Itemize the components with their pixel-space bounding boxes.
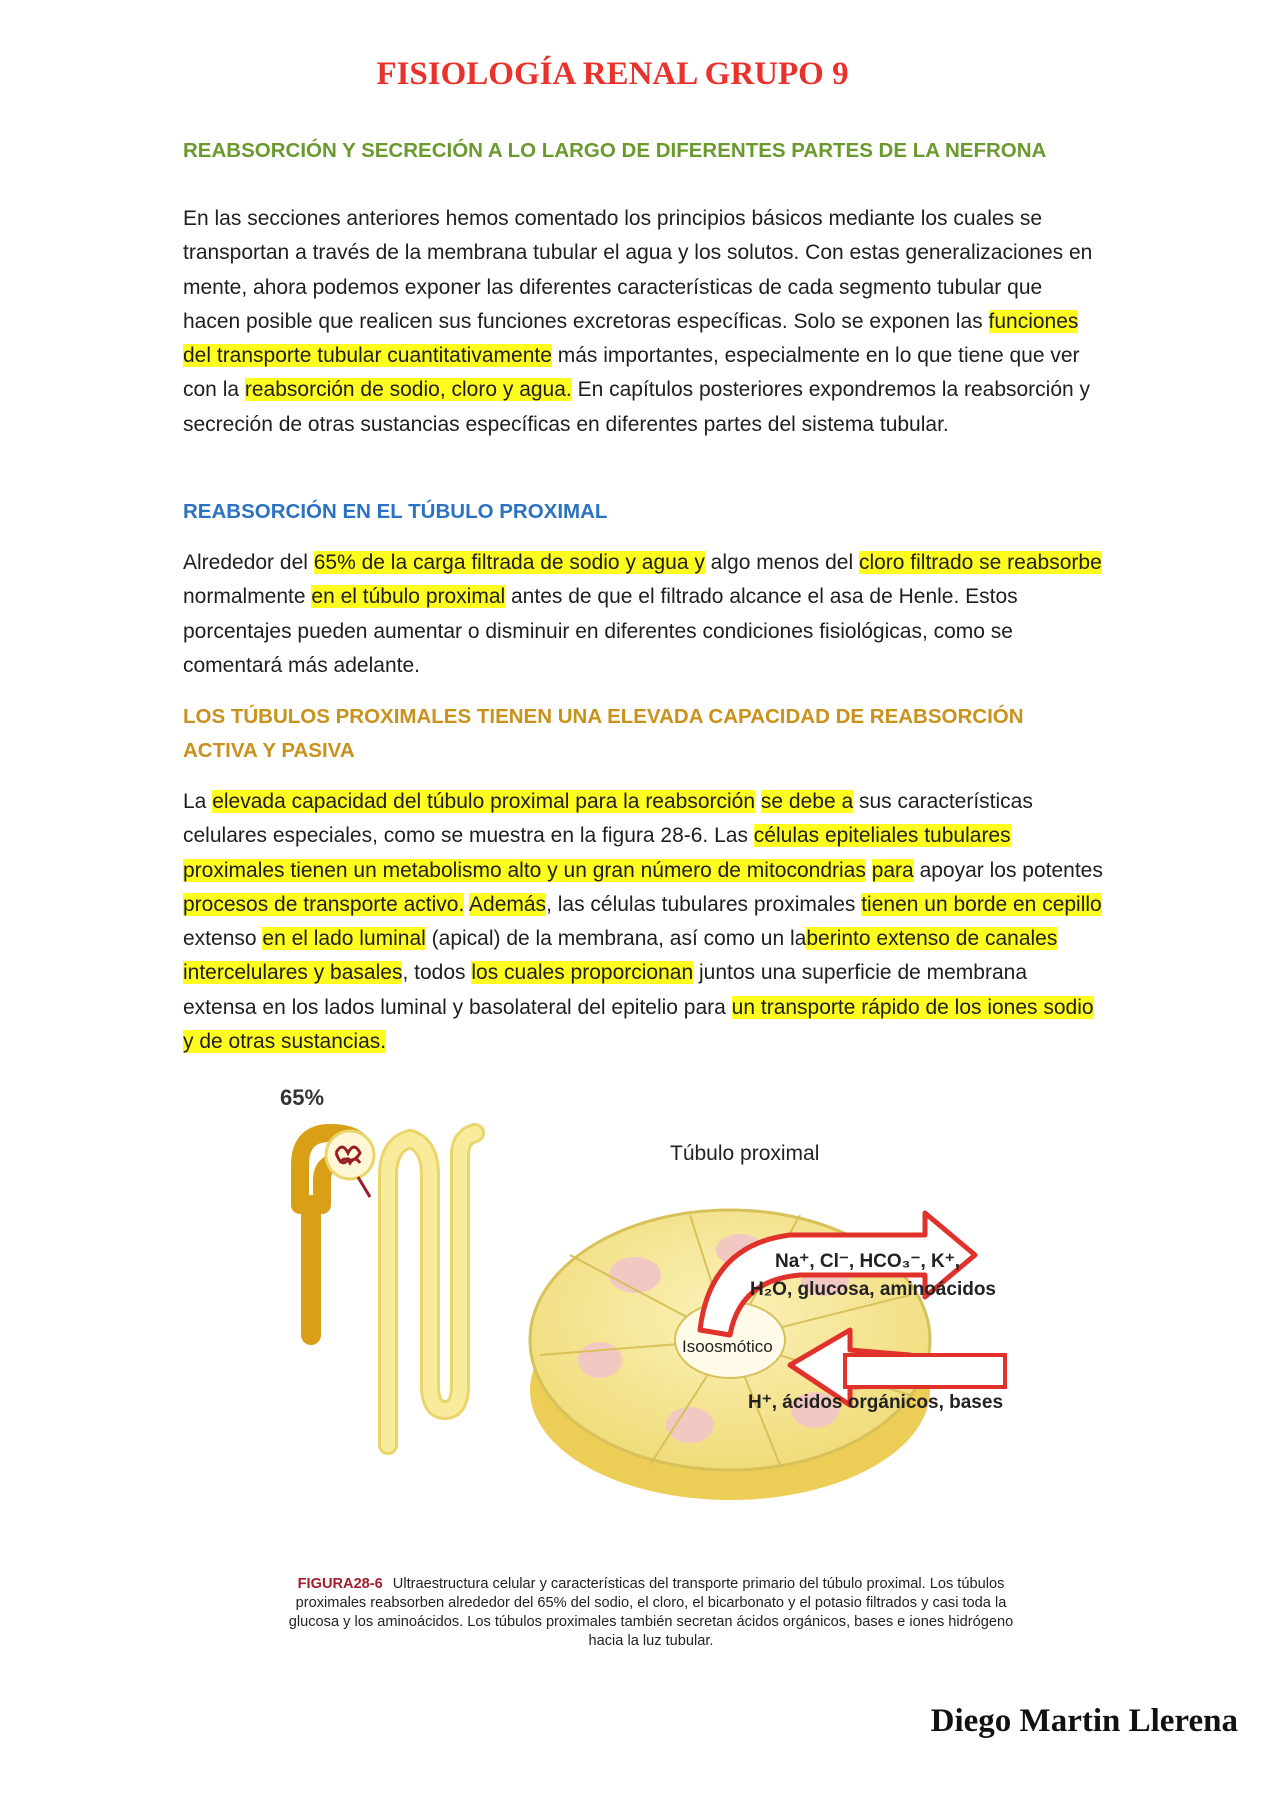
highlighted-text: funciones del transporte tubular cuantitativamente xyxy=(183,309,1079,368)
text-run: algo menos del xyxy=(704,551,859,574)
intro-paragraph xyxy=(183,202,1103,442)
highlighted-text: en el lado luminal xyxy=(262,927,426,951)
highlighted-text: Además xyxy=(469,892,547,916)
text-run: apoyar los potentes xyxy=(913,858,1103,882)
figure-caption xyxy=(270,1575,1032,1651)
isoosmotic-label: Isoosmótico xyxy=(682,1337,773,1356)
reabsorbed-substances-line1: Na⁺, Cl⁻, HCO₃⁻, K⁺, xyxy=(775,1251,961,1272)
text-run: (apical) de la membrana, así como un la xyxy=(425,927,807,951)
segment-label: Túbulo proximal xyxy=(670,1142,820,1165)
percent-label: 65% xyxy=(280,1085,325,1110)
text-run: antes de que el filtrado alcance el asa de Henle. Estos porcentajes pueden aumentar o disminuir en diferentes condiciones fisiológicas, como se comentará más adelante. xyxy=(183,585,1018,677)
text-run: , todos xyxy=(402,961,472,985)
proximal-paragraph xyxy=(183,546,1103,683)
text-run: normalmente xyxy=(183,585,312,609)
author-name: Diego Martin Llerena xyxy=(930,1703,1238,1739)
secreted-substances: H⁺, ácidos orgánicos, bases xyxy=(748,1392,1004,1413)
bowman-capsule xyxy=(326,1131,374,1179)
text-run: En capítulos posteriores expondremos la reabsorción y secreción de otras sustancias específicas en diferentes partes del sistema tubular. xyxy=(183,378,1091,436)
highlighted-text: 65% de la carga filtrada de sodio y agua y xyxy=(313,551,705,574)
highlighted-text: en el túbulo proximal xyxy=(311,585,506,609)
highlighted-text: cloro filtrado se reabsorbe xyxy=(858,551,1102,574)
text-run: más importantes, especialmente en lo que tiene que ver con la xyxy=(183,344,1080,402)
highlighted-text: elevada capacidad del túbulo proximal para la reabsorción xyxy=(212,790,756,813)
highlighted-text: un transporte rápido de los iones sodio y de otras sustancias. xyxy=(183,995,1094,1054)
proximal-tubule-figure xyxy=(270,1085,1030,1519)
text-run: sus características celulares especiales, como se muestra en la figura 28-6. Las xyxy=(183,790,1033,848)
highlighted-text: se debe a xyxy=(760,790,854,813)
highlighted-text: células epiteliales tubulares proximales tienen un metabolismo alto y un gran número de mitocondrias xyxy=(183,824,1011,882)
highlighted-text: los cuales proporcionan xyxy=(471,961,694,985)
highlighted-text: para xyxy=(871,858,914,882)
text-run xyxy=(866,859,872,882)
caption-text: Ultraestructura celular y características del transporte primario del túbulo proximal. Los túbulos proximales reabsorben alrededor del 65% del sodio, el cloro, el bicarbonato y el potasio filtrados y casi toda la glucosa y los aminoácidos. Los túbulos proximales también secretan ácidos orgánicos, bases e iones hidrógeno hacia la luz tubular. xyxy=(288,1576,1014,1649)
section-heading-tubulo-proximal: REABSORCIÓN EN EL TÚBULO PROXIMAL xyxy=(183,500,608,523)
text-run: juntos una superficie de membrana extensa en los lados luminal y basolateral del epitelio para xyxy=(183,961,1028,1019)
cell-nucleus xyxy=(578,1342,622,1378)
capacity-paragraph xyxy=(183,785,1103,1059)
text-run: Alrededor del xyxy=(183,551,314,574)
cell-nucleus xyxy=(609,1257,661,1293)
nephron-diagram xyxy=(300,1131,475,1445)
text-run: , las células tubulares proximales xyxy=(546,892,862,916)
highlighted-text: procesos de transporte activo. xyxy=(183,892,465,916)
text-run: En las secciones anteriores hemos comentado los principios básicos mediante los cuales se transportan a través de la membrana tubular el agua y los solutos. Con estas generalizaciones en mente, ahora podemos exponer las diferentes características de cada segmento tubular que hacen posible que realicen sus funciones excretoras específicas. Solo se exponen las xyxy=(183,207,1093,333)
reabsorbed-substances-line2: H₂O, glucosa, aminoácidos xyxy=(750,1279,996,1300)
highlighted-text: berinto extenso de canales intercelulares y basales xyxy=(183,927,1058,985)
highlighted-text: reabsorción de sodio, cloro y agua. xyxy=(244,378,572,402)
text-run: La xyxy=(183,790,213,813)
text-run: extenso xyxy=(183,927,263,951)
document-title: FISIOLOGÍA RENAL GRUPO 9 xyxy=(376,56,849,92)
section-heading-capacidad-reabsorcion: LOS TÚBULOS PROXIMALES TIENEN UNA ELEVADA CAPACIDAD DE REABSORCIÓN ACTIVA Y PASIVA xyxy=(183,705,1024,762)
figure-number: FIGURA28-6 xyxy=(297,1576,383,1592)
section-heading-reabsorcion-secrecion: REABSORCIÓN Y SECRECIÓN A LO LARGO DE DIFERENTES PARTES DE LA NEFRONA xyxy=(183,139,1047,162)
cell-nucleus xyxy=(666,1407,714,1443)
highlighted-text: tienen un borde en cepillo xyxy=(861,892,1102,916)
text-run xyxy=(755,790,761,813)
